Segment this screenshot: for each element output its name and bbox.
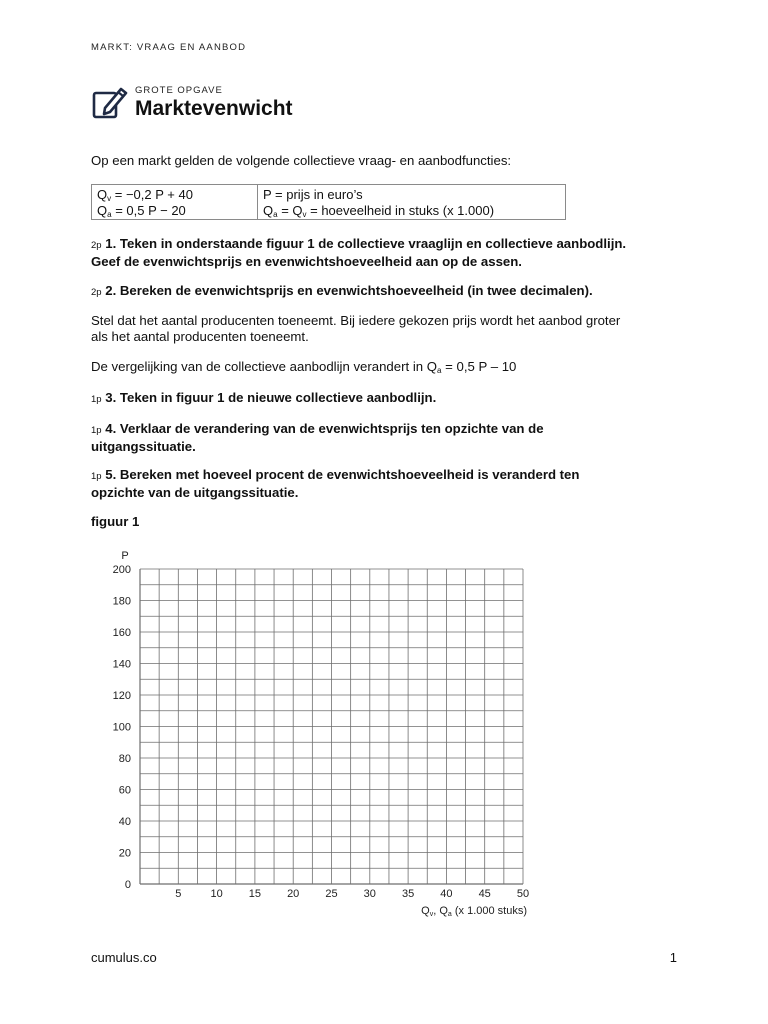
question-2: 2p 2. Bereken de evenwichtsprijs en evenwichtshoeveelheid (in twee decimalen). [91,283,593,298]
x-tick-label: 45 [478,888,491,900]
y-tick-label: 140 [112,658,131,671]
y-tick-label: 80 [118,753,131,765]
y-tick-label: 200 [112,564,131,576]
intro-text: Op een markt gelden de volgende collectieve vraag- en aanbodfuncties: [91,153,512,168]
page-title: Marktevenwicht [135,97,293,120]
y-tick-label: 160 [112,627,131,639]
x-tick-label: 40 [440,888,453,900]
y-axis-label: P [121,550,129,562]
y-tick-label: 60 [118,784,131,797]
question-5: 1p 5. Bereken met hoeveel procent de evenwichtshoeveelheid is veranderd ten opzichte van de uitgangssituatie. [91,467,580,500]
x-tick-label: 35 [401,888,415,900]
title-block [91,84,651,124]
x-tick-label: 5 [175,888,182,900]
y-tick-label: 120 [112,690,131,702]
y-tick-label: 20 [118,847,131,860]
table-divider [257,185,258,219]
title-kicker: GROTE OPGAVE [135,85,223,96]
y-tick-label: 100 [112,721,131,734]
y-tick-labels [113,564,131,891]
x-tick-label: 20 [287,888,300,900]
quantity-definition: $Q_a = Q_v$ = hoeveelheid in stuks (x 1.000) [263,203,495,219]
y-tick-label: 40 [118,816,131,828]
price-definition: P = prijs in euro’s [263,187,363,202]
x-tick-label: 10 [210,888,223,900]
x-tick-label: 15 [248,888,262,900]
demand-function: $Q_v = -0,2$ P + 40 [97,187,193,203]
supply-function: $Q_a = 0,5$ P − 20 [97,203,186,219]
figure-1-grid-chart [0,540,768,925]
x-tick-label: 50 [516,888,530,900]
question-1: 2p 1. Teken in onderstaande figuur 1 de collectieve vraaglijn en collectieve aanbodlijn. Geef de evenwichtsprijs en evenwichtshoeveelheid aan op de assen. [91,236,627,269]
footer-brand: cumulus.co [91,950,157,965]
section-header: MARKT: VRAAG EN AANBOD [91,42,247,53]
y-tick-label: 180 [112,595,131,608]
scenario-equation: De vergelijking van de collectieve aanbodlijn verandert in $Q_a = 0,5$ P – 10 [91,359,517,375]
footer-page-number: 1 [669,950,677,965]
scenario-text: Stel dat het aantal producenten toeneemt. Bij iedere gekozen prijs wordt het aanbod groter als het aantal producenten toeneemt. [91,313,621,344]
x-tick-label: 30 [363,888,376,900]
figure-label: figuur 1 [91,514,140,529]
notepad-pencil-icon [91,84,129,122]
grid-lines [140,569,523,884]
functions-table [91,184,566,220]
x-tick-labels [175,888,529,900]
question-4: 1p 4. Verklaar de verandering van de evenwichtsprijs ten opzichte van de uitgangssituatie. [91,421,544,454]
x-axis-label: Qv, Qa (x 1.000 stuks) [421,905,527,918]
y-tick-label: 0 [124,879,131,891]
x-tick-label: 25 [325,888,338,900]
question-3: 1p 3. Teken in figuur 1 de nieuwe collectieve aanbodlijn. [91,390,437,405]
